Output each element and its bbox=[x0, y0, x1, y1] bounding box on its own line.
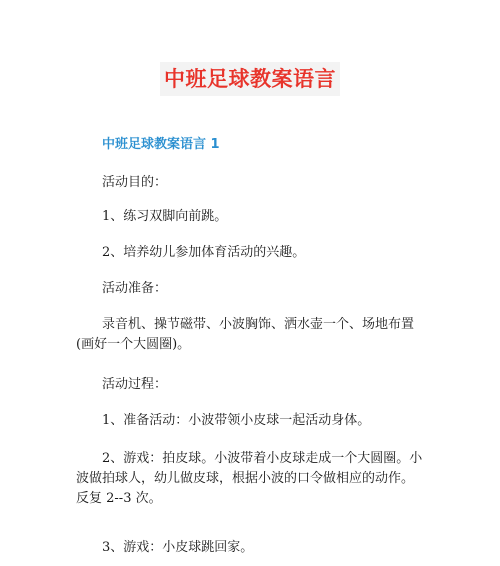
paragraph-activity-process: 活动过程： bbox=[102, 377, 168, 392]
paragraph-goal-2: 2、培养幼儿参加体育活动的兴趣。 bbox=[102, 245, 306, 260]
document-title: 中班足球教案语言 bbox=[160, 62, 340, 96]
section-heading: 中班足球教案语言 1 bbox=[102, 137, 220, 152]
paragraph-prep-materials: 录音机、操节磁带、小波胸饰、洒水壶一个、场地布置(画好一个大圆圈)。 bbox=[76, 317, 415, 352]
paragraph-process-2: 2、游戏：拍皮球。小波带着小皮球走成一个大圆圈。小波做拍球人，幼儿做皮球，根据小波的口令做相应的动作。 反复 2--3 次。 bbox=[76, 451, 423, 506]
title-wrap bbox=[0, 62, 500, 96]
paragraph-activity-prep: 活动准备： bbox=[102, 281, 168, 296]
paragraph-process-3: 3、游戏：小皮球跳回家。 bbox=[102, 540, 254, 555]
paragraph-goal-1: 1、练习双脚向前跳。 bbox=[102, 209, 228, 224]
paragraph-activity-goal: 活动目的： bbox=[102, 175, 168, 190]
paragraph-process-1: 1、准备活动：小波带领小皮球一起活动身体。 bbox=[102, 413, 371, 428]
